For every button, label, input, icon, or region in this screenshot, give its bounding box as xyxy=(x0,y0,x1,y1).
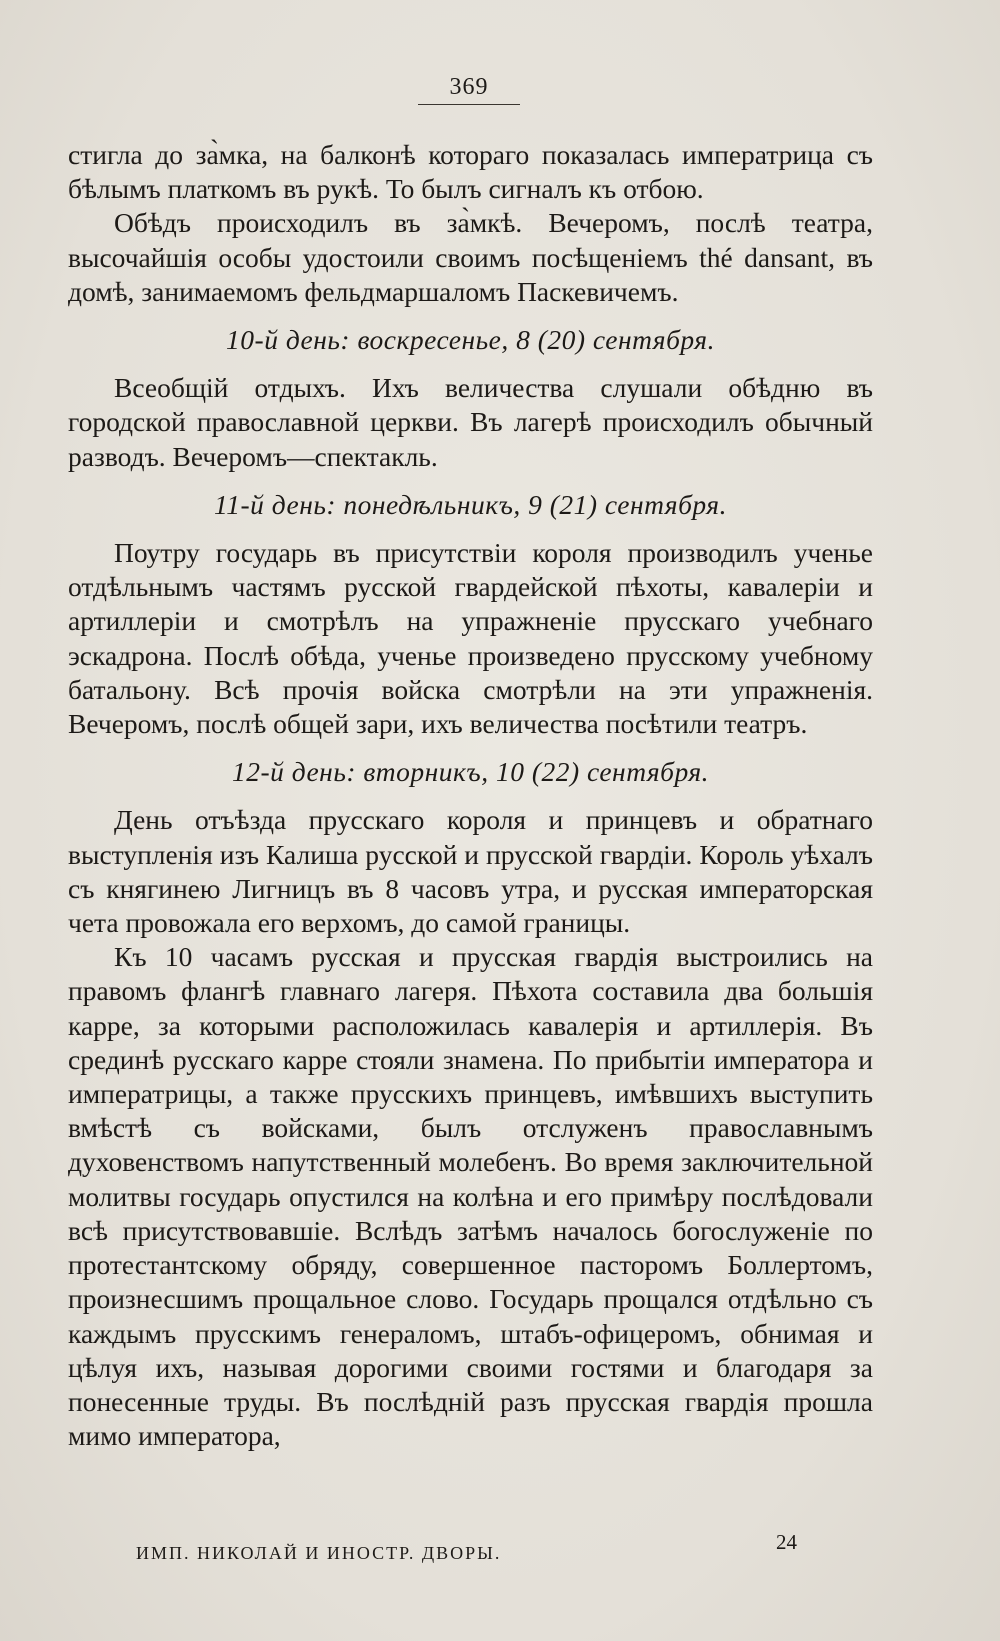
header-rule xyxy=(418,104,520,105)
body-text xyxy=(68,138,873,1453)
paragraph: Всеобщій отдыхъ. Ихъ величества слушали обѣдню въ городской православной церкви. Въ лагерѣ происходилъ обычный разводъ. Вечеромъ—спектакль. xyxy=(68,372,873,472)
paragraph: стигла до за̀мка, на балконѣ котораго показалась императрица съ бѣлымъ платкомъ въ рукѣ. То былъ сигналъ къ отбою. xyxy=(68,139,873,205)
footer-title: ИМП. НИКОЛАЙ И ИНОСТР. ДВОРЫ. xyxy=(136,1543,502,1563)
section-heading: 12-й день: вторникъ, 10 (22) сентября. xyxy=(231,756,710,788)
paragraph: Къ 10 часамъ русская и прусская гвардія выстроились на правомъ флангѣ главнаго лагеря. Пѣхота составила два большія карре, за которыми расположилась кавалерія и артиллерія. Въ срединѣ русскаго карре стояли знамена. По прибытіи императора и императрицы, а также прусскихъ принцевъ, имѣвшихъ выступить вмѣстѣ съ войсками, былъ отслуженъ православнымъ духовенствомъ напутственный молебенъ. Во время заключительной молитвы государь опустился на колѣна и его примѣру послѣдовали всѣ присутствовавшіе. Вслѣдъ затѣмъ началось богослуженіе по протестантскому обряду, совершенное пасторомъ Боллертомъ, произнесшимъ прощальное слово. Государь прощался отдѣльно съ каждымъ прусскимъ генераломъ, штабъ-офицеромъ, обнимая и цѣлуя ихъ, называя дорогими своими гостями и благодаря за понесенные труды. Въ послѣдній разъ прусская гвардія прошла мимо императора, xyxy=(68,941,873,1452)
signature-mark: 24 xyxy=(776,1530,797,1554)
paragraph: Обѣдъ происходилъ въ за̀мкѣ. Вечеромъ, послѣ театра, высочайшія особы удостоили своимъ посѣщеніемъ thé dansant, въ домѣ, занимаемомъ фельдмаршаломъ Паскевичемъ. xyxy=(68,207,873,307)
paragraph: Поутру государь въ присутствіи короля производилъ ученье отдѣльнымъ частямъ русской гвардейской пѣхоты, кавалеріи и артиллеріи и смотрѣлъ на упражненіе прусскаго учебнаго эскадрона. Послѣ обѣда, ученье произведено прусскому учебному батальону. Всѣ прочія войска смотрѣли на эти упражненія. Вечеромъ, послѣ общей зари, ихъ величества посѣтили театръ. xyxy=(68,537,873,740)
section-heading: 11-й день: понедѣльникъ, 9 (21) сентября. xyxy=(214,488,727,520)
section-heading: 10-й день: воскресенье, 8 (20) сентября. xyxy=(226,324,715,356)
page-number: 369 xyxy=(449,74,489,100)
paragraph: День отъѣзда прусскаго короля и принцевъ и обратнаго выступленія изъ Калиша русской и прусской гвардіи. Король уѣхалъ съ княгинею Лигницъ въ 8 часовъ утра, и русская императорская чета провожала его верхомъ, до самой границы. xyxy=(68,804,873,939)
